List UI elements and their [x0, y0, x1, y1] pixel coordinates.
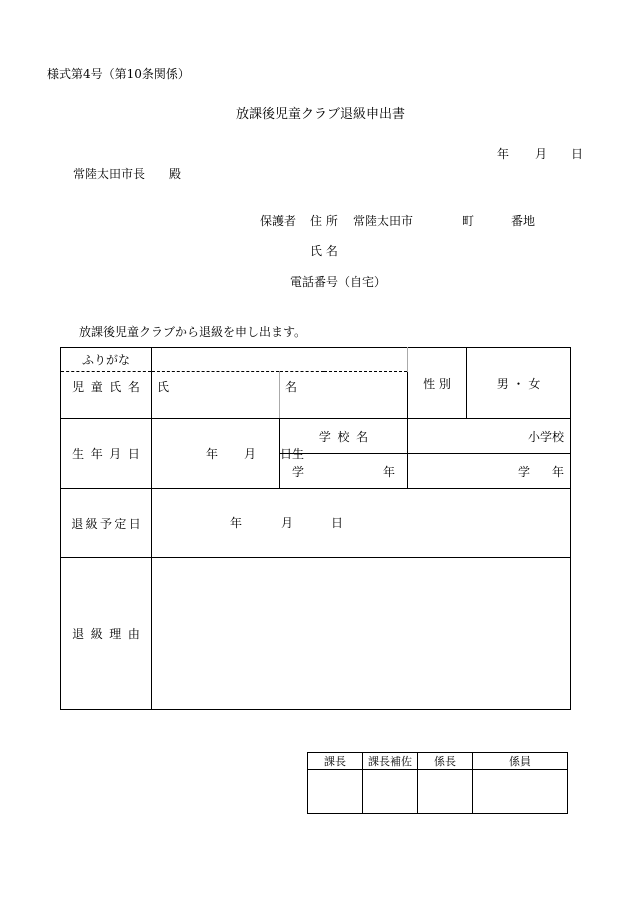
approval-stamp-table — [307, 752, 568, 814]
application-table — [60, 347, 571, 710]
school-label: 学校名 — [280, 419, 408, 454]
statement: 放課後児童クラブから退級を申し出ます。 — [79, 325, 307, 339]
date-day-label: 日 — [571, 147, 584, 161]
stamp-box-subsection-chief[interactable] — [418, 770, 473, 814]
stamp-box-assistant-chief[interactable] — [363, 770, 418, 814]
form-title: 放課後児童クラブ退級申出書 — [236, 107, 406, 122]
reason-field[interactable] — [152, 558, 571, 710]
birth-month: 月 — [244, 446, 257, 461]
grade-value-1: 学 — [517, 464, 530, 479]
stamp-header-subsection-chief: 係長 — [418, 753, 473, 770]
addressee: 常陸太田市長 — [73, 167, 146, 181]
stamp-header-assistant-chief: 課長補佐 — [363, 753, 418, 770]
stamp-header-staff: 係員 — [473, 753, 568, 770]
guardian-label: 保護者 — [260, 214, 297, 228]
grade-label-1: 学 — [292, 464, 305, 479]
sex-options[interactable]: 男 ・ 女 — [467, 348, 571, 419]
surname-field[interactable] — [152, 372, 280, 419]
guardian-name-label: 氏 名 — [310, 244, 338, 258]
child-name-label: 児童氏名 — [61, 372, 152, 419]
stamp-box-staff[interactable] — [473, 770, 568, 814]
withdraw-year: 年 — [230, 516, 243, 530]
birthdate-label: 生年月日 — [61, 419, 152, 489]
withdraw-day: 日 — [331, 516, 344, 530]
furigana-field[interactable] — [152, 348, 408, 372]
given-name-field[interactable] — [280, 372, 408, 419]
birthdate-field[interactable] — [152, 419, 305, 489]
birth-day: 日生 — [280, 446, 305, 461]
grade-field[interactable] — [408, 454, 571, 489]
furigana-label: ふりがな — [61, 348, 152, 372]
phone-label: 電話番号（自宅） — [290, 275, 387, 289]
withdraw-month: 月 — [281, 516, 294, 530]
sex-label: 性 別 — [408, 348, 467, 419]
form-number: 様式第4号（第10条関係） — [47, 67, 190, 81]
address-city: 常陸太田市 — [353, 214, 414, 228]
withdraw-date-field[interactable] — [152, 489, 571, 558]
school-field[interactable]: 小学校 — [408, 419, 571, 454]
address-label: 住 所 — [310, 214, 338, 228]
date-month-label: 月 — [535, 147, 548, 161]
date-year-label: 年 — [497, 147, 510, 161]
birth-year: 年 — [206, 446, 219, 461]
surname-label: 氏 — [157, 380, 170, 394]
withdraw-date-label: 退級予定日 — [61, 489, 152, 558]
address-town: 町 — [462, 214, 475, 228]
honorific: 殿 — [169, 167, 182, 181]
stamp-box-section-chief[interactable] — [308, 770, 363, 814]
stamp-header-section-chief: 課長 — [308, 753, 363, 770]
given-name-label: 名 — [285, 380, 298, 394]
grade-label-2: 年 — [383, 464, 396, 479]
grade-value-2: 年 — [552, 464, 565, 479]
reason-label: 退級理由 — [61, 558, 152, 710]
address-lot: 番地 — [511, 214, 536, 228]
